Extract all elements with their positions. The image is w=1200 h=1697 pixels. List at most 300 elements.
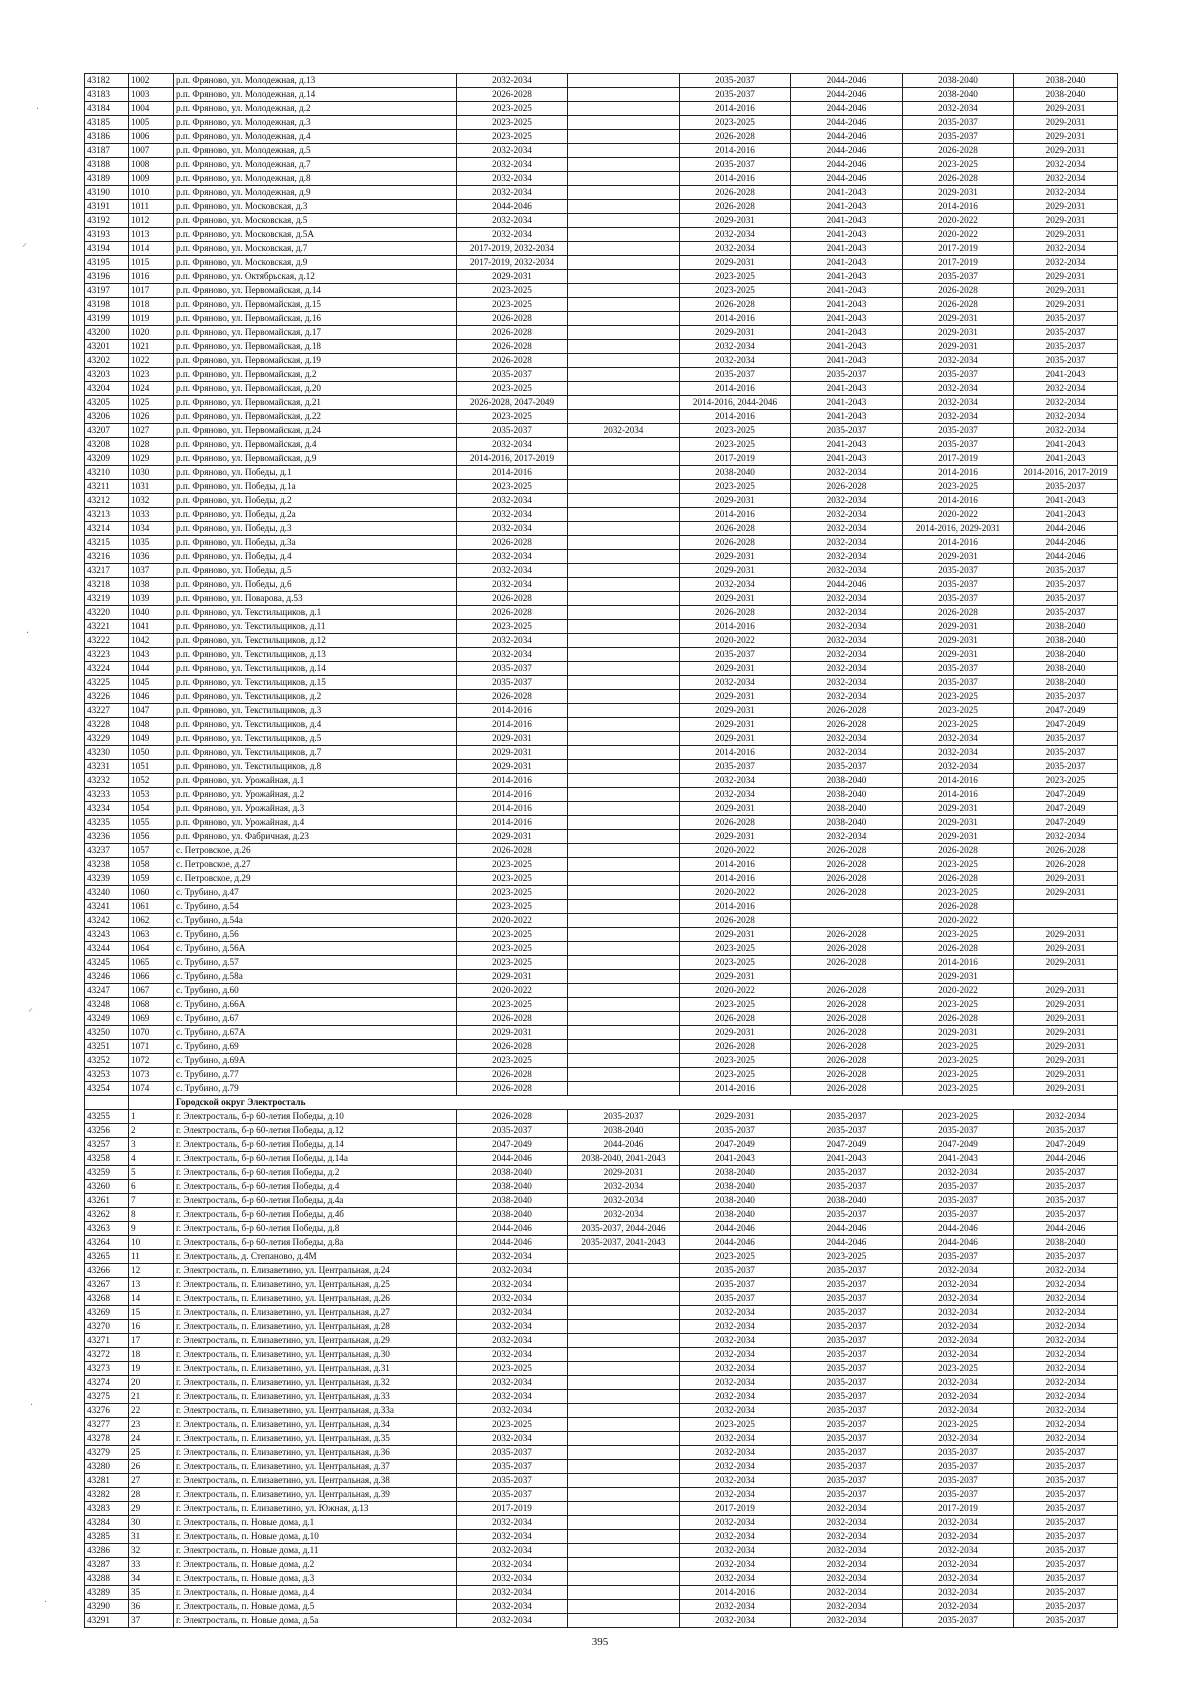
row-id-cell: 43253 bbox=[85, 1068, 129, 1082]
period-cell: 2041-2043 bbox=[791, 410, 903, 424]
period-cell: 2035-2037 bbox=[791, 1264, 903, 1278]
row-id-cell: 43199 bbox=[85, 312, 129, 326]
row-id-cell: 43207 bbox=[85, 424, 129, 438]
table-row bbox=[85, 984, 1118, 998]
address-cell: р.п. Фряново, ул. Победы, д.6 bbox=[174, 578, 457, 592]
period-cell: 2029-2031 bbox=[903, 186, 1014, 200]
period-cell: 2035-2037 bbox=[457, 424, 568, 438]
address-cell: г. Электросталь, п. Новые дома, д.2 bbox=[174, 1558, 457, 1572]
period-cell: 2035-2037 bbox=[791, 1488, 903, 1502]
period-cell: 2038-2040 bbox=[791, 816, 903, 830]
period-cell: 2044-2046 bbox=[791, 578, 903, 592]
period-cell: 2026-2028 bbox=[457, 1012, 568, 1026]
period-cell: 2026-2028 bbox=[457, 312, 568, 326]
row-id-cell: 43287 bbox=[85, 1558, 129, 1572]
row-number-cell: 1036 bbox=[129, 550, 174, 564]
period-cell: 2032-2034 bbox=[457, 550, 568, 564]
period-cell: 2032-2034 bbox=[1014, 424, 1118, 438]
period-cell: 2032-2034 bbox=[457, 1390, 568, 1404]
table-row bbox=[85, 1264, 1118, 1278]
period-cell: 2023-2025 bbox=[457, 1418, 568, 1432]
row-number-cell: 7 bbox=[129, 1194, 174, 1208]
period-cell: 2014-2016 bbox=[680, 1586, 791, 1600]
table-row bbox=[85, 634, 1118, 648]
period-cell: 2032-2034 bbox=[680, 1572, 791, 1586]
row-number-cell: 1061 bbox=[129, 900, 174, 914]
table-row bbox=[85, 1474, 1118, 1488]
period-cell bbox=[568, 130, 680, 144]
row-id-cell: 43185 bbox=[85, 116, 129, 130]
row-number-cell: 17 bbox=[129, 1334, 174, 1348]
period-cell: 2026-2028 bbox=[903, 1012, 1014, 1026]
period-cell bbox=[568, 116, 680, 130]
period-cell: 2032-2034 bbox=[791, 1572, 903, 1586]
period-cell: 2035-2037 bbox=[1014, 1544, 1118, 1558]
address-cell: р.п. Фряново, ул. Первомайская, д.2 bbox=[174, 368, 457, 382]
period-cell: 2026-2028 bbox=[791, 928, 903, 942]
address-cell: г. Электросталь, п. Елизаветино, ул. Южная, д.13 bbox=[174, 1502, 457, 1516]
period-cell: 2047-2049 bbox=[791, 1138, 903, 1152]
period-cell: 2032-2034 bbox=[791, 830, 903, 844]
period-cell: 2035-2037 bbox=[791, 1180, 903, 1194]
period-cell: 2023-2025 bbox=[903, 158, 1014, 172]
row-id-cell: 43273 bbox=[85, 1362, 129, 1376]
table-row bbox=[85, 1600, 1118, 1614]
row-number-cell: 24 bbox=[129, 1432, 174, 1446]
period-cell: 2026-2028 bbox=[903, 606, 1014, 620]
row-id-cell: 43218 bbox=[85, 578, 129, 592]
period-cell: 2035-2037 bbox=[1014, 746, 1118, 760]
period-cell: 2032-2034 bbox=[791, 606, 903, 620]
period-cell: 2032-2034 bbox=[903, 1432, 1014, 1446]
row-id-cell: 43211 bbox=[85, 480, 129, 494]
period-cell: 2014-2016 bbox=[903, 956, 1014, 970]
period-cell: 2035-2037 bbox=[457, 368, 568, 382]
address-cell: г. Электросталь, б-р 60-летия Победы, д.10 bbox=[174, 1110, 457, 1124]
period-cell: 2035-2037 bbox=[1014, 1502, 1118, 1516]
period-cell bbox=[568, 844, 680, 858]
period-cell: 2041-2043 bbox=[1014, 494, 1118, 508]
address-cell: г. Электросталь, п. Елизаветино, ул. Центральная, д.24 bbox=[174, 1264, 457, 1278]
period-cell: 2014-2016 bbox=[457, 816, 568, 830]
table-row bbox=[85, 172, 1118, 186]
period-cell: 2029-2031 bbox=[1014, 228, 1118, 242]
row-number-cell: 1046 bbox=[129, 690, 174, 704]
period-cell: 2035-2037 bbox=[457, 676, 568, 690]
period-cell bbox=[568, 550, 680, 564]
period-cell: 2017-2019 bbox=[457, 1502, 568, 1516]
scan-speck: ⸝ bbox=[28, 1003, 33, 1014]
period-cell bbox=[568, 718, 680, 732]
period-cell: 2029-2031 bbox=[680, 690, 791, 704]
row-number-cell: 1052 bbox=[129, 774, 174, 788]
row-number-cell: 1045 bbox=[129, 676, 174, 690]
address-cell: г. Электросталь, п. Новые дома, д.5а bbox=[174, 1614, 457, 1628]
period-cell: 2035-2037 bbox=[1014, 732, 1118, 746]
period-cell bbox=[568, 816, 680, 830]
address-cell: р.п. Фряново, ул. Молодежная, д.3 bbox=[174, 116, 457, 130]
period-cell bbox=[1014, 914, 1118, 928]
row-number-cell: 1073 bbox=[129, 1068, 174, 1082]
period-cell: 2026-2028 bbox=[457, 354, 568, 368]
period-cell: 2032-2034 bbox=[791, 508, 903, 522]
table-row bbox=[85, 410, 1118, 424]
period-cell: 2032-2034 bbox=[1014, 256, 1118, 270]
row-number-cell: 1047 bbox=[129, 704, 174, 718]
period-cell: 2032-2034 bbox=[791, 662, 903, 676]
period-cell bbox=[568, 1054, 680, 1068]
row-id-cell: 43265 bbox=[85, 1250, 129, 1264]
period-cell: 2023-2025 bbox=[903, 690, 1014, 704]
period-cell: 2026-2028 bbox=[680, 606, 791, 620]
row-id-cell: 43263 bbox=[85, 1222, 129, 1236]
period-cell: 2014-2016 bbox=[680, 144, 791, 158]
period-cell: 2035-2037 bbox=[791, 1362, 903, 1376]
period-cell bbox=[568, 1012, 680, 1026]
period-cell bbox=[568, 648, 680, 662]
period-cell bbox=[1014, 970, 1118, 984]
period-cell: 2035-2037 bbox=[791, 1446, 903, 1460]
address-cell: р.п. Фряново, ул. Текстильщиков, д.3 bbox=[174, 704, 457, 718]
period-cell: 2035-2037 bbox=[903, 116, 1014, 130]
period-cell: 2038-2040 bbox=[1014, 74, 1118, 88]
period-cell: 2035-2037 bbox=[1014, 592, 1118, 606]
row-id-cell: 43224 bbox=[85, 662, 129, 676]
period-cell: 2047-2049 bbox=[1014, 704, 1118, 718]
period-cell: 2029-2031 bbox=[457, 270, 568, 284]
row-number-cell: 22 bbox=[129, 1404, 174, 1418]
period-cell: 2023-2025 bbox=[680, 438, 791, 452]
period-cell: 2026-2028 bbox=[791, 1040, 903, 1054]
row-id-cell: 43241 bbox=[85, 900, 129, 914]
row-id-cell: 43232 bbox=[85, 774, 129, 788]
period-cell bbox=[568, 1530, 680, 1544]
period-cell: 2032-2034 bbox=[680, 1488, 791, 1502]
row-number-cell: 1006 bbox=[129, 130, 174, 144]
address-cell: с. Петровское, д.29 bbox=[174, 872, 457, 886]
row-number-cell: 1067 bbox=[129, 984, 174, 998]
address-cell: р.п. Фряново, ул. Поварова, д.53 bbox=[174, 592, 457, 606]
period-cell bbox=[568, 1334, 680, 1348]
period-cell: 2041-2043 bbox=[791, 256, 903, 270]
period-cell: 2035-2037 bbox=[1014, 564, 1118, 578]
period-cell: 2029-2031 bbox=[903, 816, 1014, 830]
table-row bbox=[85, 158, 1118, 172]
period-cell: 2029-2031 bbox=[1014, 872, 1118, 886]
period-cell bbox=[568, 704, 680, 718]
period-cell bbox=[568, 942, 680, 956]
address-cell: р.п. Фряново, ул. Молодежная, д.4 bbox=[174, 130, 457, 144]
row-id-cell: 43260 bbox=[85, 1180, 129, 1194]
period-cell: 2014-2016 bbox=[680, 508, 791, 522]
period-cell: 2035-2037 bbox=[903, 130, 1014, 144]
table-body-municipal bbox=[85, 74, 1118, 1096]
period-cell: 2038-2040 bbox=[1014, 634, 1118, 648]
table-row bbox=[85, 1390, 1118, 1404]
row-number-cell: 1057 bbox=[129, 844, 174, 858]
period-cell: 2032-2034 bbox=[791, 536, 903, 550]
period-cell bbox=[568, 592, 680, 606]
period-cell: 2035-2037 bbox=[791, 368, 903, 382]
period-cell bbox=[568, 1600, 680, 1614]
period-cell: 2041-2043 bbox=[1014, 438, 1118, 452]
table-row bbox=[85, 788, 1118, 802]
address-cell: р.п. Фряново, ул. Первомайская, д.17 bbox=[174, 326, 457, 340]
period-cell bbox=[568, 368, 680, 382]
period-cell bbox=[568, 536, 680, 550]
period-cell: 2035-2037 bbox=[1014, 1586, 1118, 1600]
period-cell: 2035-2037 bbox=[457, 1460, 568, 1474]
address-cell: г. Электросталь, п. Елизаветино, ул. Центральная, д.29 bbox=[174, 1334, 457, 1348]
address-cell: р.п. Фряново, ул. Фабричная, д.23 bbox=[174, 830, 457, 844]
period-cell: 2035-2037 bbox=[680, 368, 791, 382]
period-cell: 2029-2031 bbox=[680, 214, 791, 228]
period-cell: 2032-2034 bbox=[680, 1376, 791, 1390]
period-cell: 2035-2037 bbox=[791, 1376, 903, 1390]
period-cell: 2029-2031 bbox=[680, 326, 791, 340]
period-cell bbox=[568, 676, 680, 690]
row-number-cell: 1024 bbox=[129, 382, 174, 396]
period-cell bbox=[568, 1558, 680, 1572]
row-id-cell: 43275 bbox=[85, 1390, 129, 1404]
period-cell: 2035-2037 bbox=[791, 1124, 903, 1138]
period-cell bbox=[568, 1306, 680, 1320]
address-cell: с. Трубино, д.58а bbox=[174, 970, 457, 984]
period-cell: 2026-2028, 2047-2049 bbox=[457, 396, 568, 410]
row-id-cell: 43269 bbox=[85, 1306, 129, 1320]
address-cell: г. Электросталь, п. Елизаветино, ул. Центральная, д.32 bbox=[174, 1376, 457, 1390]
period-cell: 2032-2034 bbox=[791, 1614, 903, 1628]
row-number-cell: 1023 bbox=[129, 368, 174, 382]
period-cell bbox=[568, 1586, 680, 1600]
row-id-cell: 43289 bbox=[85, 1586, 129, 1600]
period-cell: 2032-2034 bbox=[457, 186, 568, 200]
period-cell: 2035-2037 bbox=[903, 1614, 1014, 1628]
row-id-cell: 43268 bbox=[85, 1292, 129, 1306]
period-cell: 2035-2037 bbox=[1014, 1124, 1118, 1138]
row-number-cell: 1021 bbox=[129, 340, 174, 354]
period-cell: 2026-2028 bbox=[903, 844, 1014, 858]
table-row bbox=[85, 130, 1118, 144]
address-cell: р.п. Фряново, ул. Текстильщиков, д.15 bbox=[174, 676, 457, 690]
period-cell: 2020-2022 bbox=[680, 886, 791, 900]
row-id-cell: 43230 bbox=[85, 746, 129, 760]
period-cell: 2023-2025 bbox=[903, 886, 1014, 900]
period-cell: 2035-2037 bbox=[1014, 480, 1118, 494]
table-row bbox=[85, 424, 1118, 438]
row-id-cell: 43205 bbox=[85, 396, 129, 410]
period-cell: 2014-2016, 2017-2019 bbox=[457, 452, 568, 466]
address-cell: р.п. Фряново, ул. Победы, д.3 bbox=[174, 522, 457, 536]
period-cell bbox=[568, 1404, 680, 1418]
section-row bbox=[85, 1096, 1118, 1110]
row-id-cell: 43192 bbox=[85, 214, 129, 228]
period-cell: 2044-2046 bbox=[1014, 522, 1118, 536]
period-cell bbox=[568, 326, 680, 340]
period-cell bbox=[568, 1376, 680, 1390]
address-cell: р.п. Фряново, ул. Текстильщиков, д.8 bbox=[174, 760, 457, 774]
period-cell: 2041-2043 bbox=[791, 326, 903, 340]
period-cell: 2026-2028 bbox=[791, 984, 903, 998]
period-cell bbox=[568, 186, 680, 200]
period-cell: 2026-2028 bbox=[457, 88, 568, 102]
table-row bbox=[85, 1404, 1118, 1418]
address-cell: р.п. Фряново, ул. Текстильщиков, д.7 bbox=[174, 746, 457, 760]
period-cell: 2035-2037, 2041-2043 bbox=[568, 1236, 680, 1250]
period-cell: 2032-2034 bbox=[680, 1530, 791, 1544]
period-cell: 2032-2034 bbox=[1014, 1306, 1118, 1320]
period-cell: 2029-2031 bbox=[680, 564, 791, 578]
period-cell bbox=[568, 956, 680, 970]
period-cell bbox=[568, 620, 680, 634]
row-number-cell: 20 bbox=[129, 1376, 174, 1390]
row-id-cell: 43283 bbox=[85, 1502, 129, 1516]
period-cell: 2041-2043 bbox=[680, 1152, 791, 1166]
period-cell: 2032-2034 bbox=[903, 1348, 1014, 1362]
row-number-cell: 1028 bbox=[129, 438, 174, 452]
address-cell: р.п. Фряново, ул. Текстильщиков, д.2 bbox=[174, 690, 457, 704]
row-number-cell: 1065 bbox=[129, 956, 174, 970]
period-cell: 2014-2016 bbox=[680, 312, 791, 326]
period-cell: 2023-2025 bbox=[903, 928, 1014, 942]
row-id-cell: 43191 bbox=[85, 200, 129, 214]
row-number-cell: 16 bbox=[129, 1320, 174, 1334]
table-row bbox=[85, 1306, 1118, 1320]
period-cell: 2035-2037 bbox=[457, 1474, 568, 1488]
period-cell: 2032-2034 bbox=[680, 1600, 791, 1614]
period-cell: 2014-2016 bbox=[903, 788, 1014, 802]
period-cell: 2035-2037 bbox=[903, 368, 1014, 382]
address-cell: с. Трубино, д.66А bbox=[174, 998, 457, 1012]
period-cell: 2035-2037 bbox=[791, 424, 903, 438]
period-cell: 2026-2028 bbox=[791, 886, 903, 900]
row-number-cell: 1051 bbox=[129, 760, 174, 774]
period-cell: 2026-2028 bbox=[680, 536, 791, 550]
period-cell: 2014-2016 bbox=[680, 620, 791, 634]
period-cell: 2023-2025 bbox=[903, 1082, 1014, 1096]
period-cell: 2032-2034 bbox=[457, 74, 568, 88]
row-id-cell: 43238 bbox=[85, 858, 129, 872]
period-cell bbox=[568, 88, 680, 102]
period-cell: 2020-2022 bbox=[457, 984, 568, 998]
table-row bbox=[85, 830, 1118, 844]
row-id-cell: 43243 bbox=[85, 928, 129, 942]
period-cell: 2026-2028 bbox=[457, 1068, 568, 1082]
row-id-cell: 43255 bbox=[85, 1110, 129, 1124]
row-id-cell: 43202 bbox=[85, 354, 129, 368]
period-cell bbox=[568, 158, 680, 172]
period-cell: 2032-2034 bbox=[903, 1600, 1014, 1614]
address-cell: р.п. Фряново, ул. Первомайская, д.4 bbox=[174, 438, 457, 452]
period-cell: 2029-2031 bbox=[1014, 984, 1118, 998]
row-number-cell: 1018 bbox=[129, 298, 174, 312]
table-row bbox=[85, 1432, 1118, 1446]
table-row bbox=[85, 886, 1118, 900]
row-number-cell: 26 bbox=[129, 1460, 174, 1474]
period-cell: 2032-2034 bbox=[457, 1600, 568, 1614]
period-cell: 2035-2037 bbox=[1014, 1600, 1118, 1614]
address-cell: р.п. Фряново, ул. Московская, д.3 bbox=[174, 200, 457, 214]
period-cell: 2026-2028 bbox=[791, 1012, 903, 1026]
period-cell: 2038-2040 bbox=[680, 1208, 791, 1222]
table-row bbox=[85, 1572, 1118, 1586]
period-cell bbox=[568, 1348, 680, 1362]
period-cell: 2014-2016 bbox=[680, 858, 791, 872]
row-number-cell: 1056 bbox=[129, 830, 174, 844]
row-number-cell: 8 bbox=[129, 1208, 174, 1222]
period-cell: 2032-2034 bbox=[680, 1362, 791, 1376]
period-cell: 2026-2028 bbox=[457, 1110, 568, 1124]
period-cell: 2032-2034 bbox=[680, 340, 791, 354]
row-id-cell: 43290 bbox=[85, 1600, 129, 1614]
row-id-cell: 43204 bbox=[85, 382, 129, 396]
period-cell: 2032-2034 bbox=[791, 494, 903, 508]
row-id-cell: 43209 bbox=[85, 452, 129, 466]
period-cell: 2026-2028 bbox=[457, 326, 568, 340]
table-row bbox=[85, 1418, 1118, 1432]
row-id-cell: 43262 bbox=[85, 1208, 129, 1222]
address-cell: г. Электросталь, б-р 60-летия Победы, д.12 bbox=[174, 1124, 457, 1138]
row-number-cell: 1042 bbox=[129, 634, 174, 648]
table-row bbox=[85, 858, 1118, 872]
row-id-cell: 43288 bbox=[85, 1572, 129, 1586]
row-number-cell: 2 bbox=[129, 1124, 174, 1138]
period-cell: 2032-2034 bbox=[680, 1306, 791, 1320]
address-cell: р.п. Фряново, ул. Текстильщиков, д.12 bbox=[174, 634, 457, 648]
table-row bbox=[85, 1278, 1118, 1292]
period-cell: 2038-2040 bbox=[568, 1124, 680, 1138]
period-cell: 2032-2034 bbox=[457, 1348, 568, 1362]
period-cell: 2032-2034 bbox=[1014, 1320, 1118, 1334]
period-cell bbox=[568, 1026, 680, 1040]
address-cell: с. Трубино, д.60 bbox=[174, 984, 457, 998]
period-cell: 2032-2034 bbox=[903, 1404, 1014, 1418]
period-cell: 2023-2025 bbox=[680, 1068, 791, 1082]
row-number-cell: 1040 bbox=[129, 606, 174, 620]
row-id-cell: 43208 bbox=[85, 438, 129, 452]
table-row bbox=[85, 550, 1118, 564]
period-cell: 2026-2028 bbox=[680, 130, 791, 144]
table-row bbox=[85, 1516, 1118, 1530]
period-cell bbox=[568, 760, 680, 774]
section-title: Городской округ Электросталь bbox=[174, 1096, 1118, 1110]
period-cell: 2014-2016 bbox=[903, 774, 1014, 788]
period-cell: 2038-2040, 2041-2043 bbox=[568, 1152, 680, 1166]
table-row bbox=[85, 662, 1118, 676]
address-cell: г. Электросталь, б-р 60-летия Победы, д.8 bbox=[174, 1222, 457, 1236]
address-cell: г. Электросталь, п. Новые дома, д.5 bbox=[174, 1600, 457, 1614]
period-cell bbox=[568, 256, 680, 270]
period-cell: 2035-2037 bbox=[1014, 312, 1118, 326]
period-cell: 2014-2016 bbox=[457, 718, 568, 732]
period-cell: 2035-2037 bbox=[903, 1208, 1014, 1222]
row-number-cell: 1055 bbox=[129, 816, 174, 830]
period-cell: 2032-2034 bbox=[791, 1516, 903, 1530]
address-cell: р.п. Фряново, ул. Победы, д.3а bbox=[174, 536, 457, 550]
period-cell: 2032-2034 bbox=[903, 1390, 1014, 1404]
period-cell: 2023-2025 bbox=[457, 130, 568, 144]
address-cell: г. Электросталь, б-р 60-летия Победы, д.4а bbox=[174, 1194, 457, 1208]
row-id-cell: 43212 bbox=[85, 494, 129, 508]
period-cell: 2032-2034 bbox=[903, 732, 1014, 746]
period-cell: 2041-2043 bbox=[791, 1152, 903, 1166]
period-cell: 2035-2037 bbox=[903, 1194, 1014, 1208]
period-cell: 2029-2031 bbox=[680, 928, 791, 942]
period-cell: 2029-2031 bbox=[680, 662, 791, 676]
address-cell: р.п. Фряново, ул. Первомайская, д.9 bbox=[174, 452, 457, 466]
row-id-cell: 43220 bbox=[85, 606, 129, 620]
period-cell: 2029-2031 bbox=[680, 494, 791, 508]
